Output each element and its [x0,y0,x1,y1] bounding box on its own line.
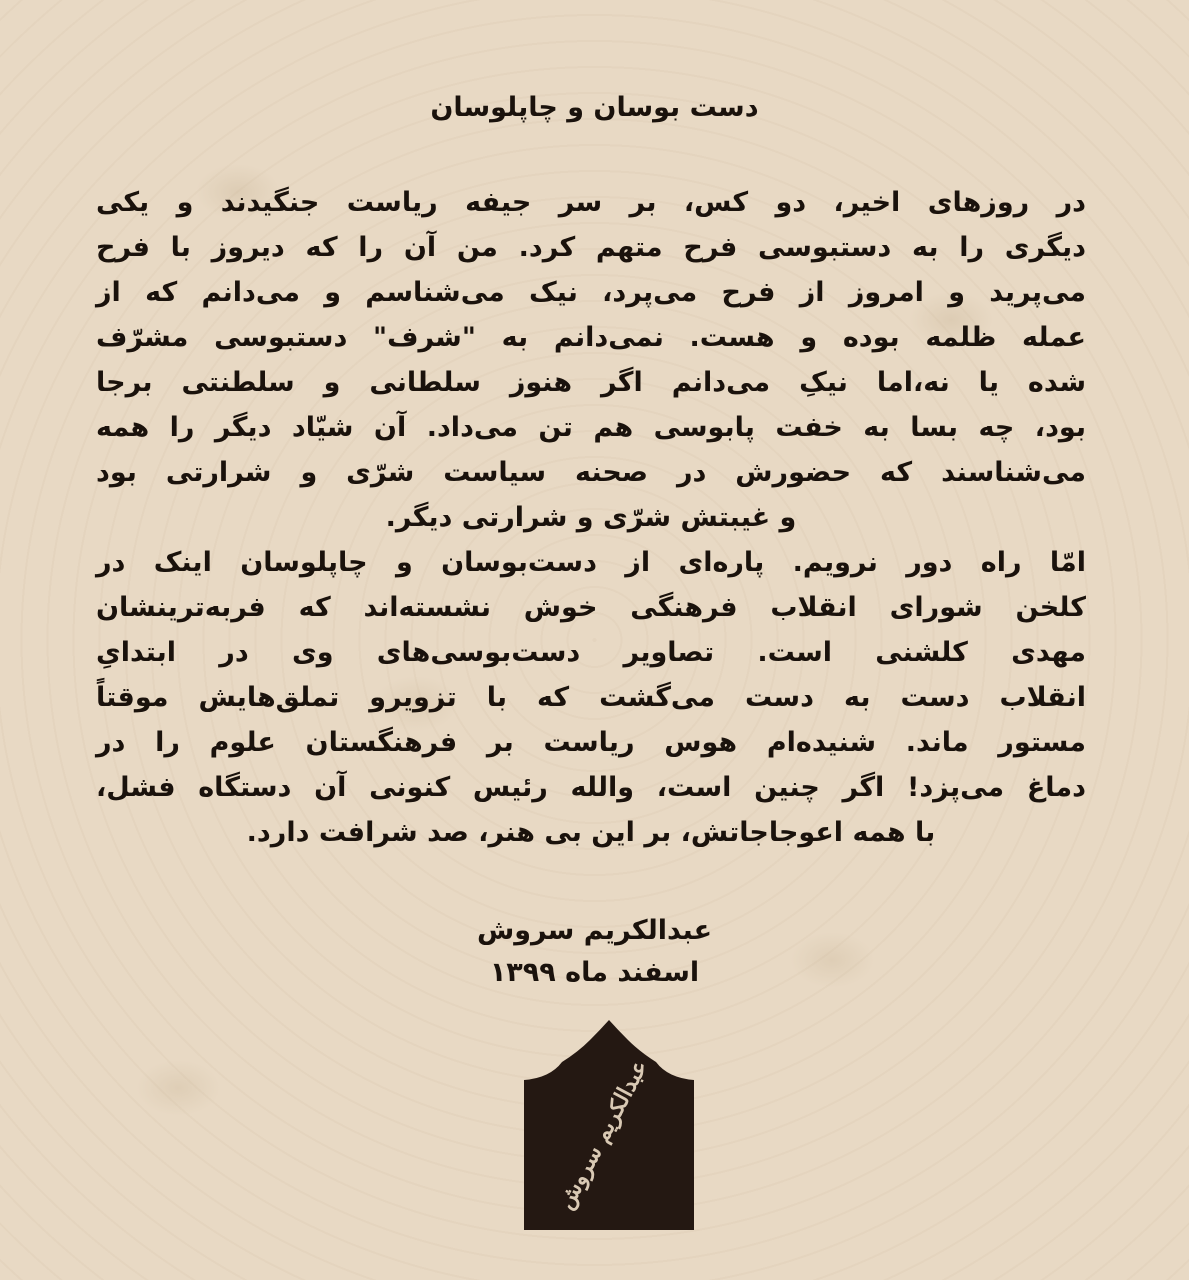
document-body [96,180,1086,855]
logo-calligraphy-text: عبدالکریم سروش [552,1055,654,1214]
body-line: انقلاب دست به دست می‌گشت که با تزویرو تملق‌هایش موقتاً [96,682,1086,713]
body-line: شده یا نه،اما نیکِ می‌دانم اگر هنوز سلطانی و سلطنتی برجا [96,367,1086,398]
body-line: دیگری را به دستبوسی فرح متهم کرد. من آن را که دیروز با فرح [96,232,1086,263]
body-line: در روزهای اخیر، دو کس، بر سر جیفه ریاست جنگیدند و یکی [96,187,1086,218]
body-line: و غیبتش شرّی و شرارتی دیگر. [385,502,797,533]
body-line: مهدی کلشنی است. تصاویر دست‌بوسی‌های وی در ابتدایِ [96,637,1086,668]
signature-block [0,910,1189,994]
body-line: بود، چه بسا به خفت پابوسی هم تن می‌داد. آن شیّاد دیگر را همه [96,412,1086,443]
body-line: دماغ می‌پزد! اگر چنین است، والله رئیس کنونی آن دستگاه فشل، [96,772,1086,803]
body-line: عمله ظلمه بوده و هست. نمی‌دانم به "شرف" دستبوسی مشرّف [96,322,1086,353]
body-line: می‌شناسند که حضورش در صحنه سیاست شرّی و شرارتی بود [96,457,1086,488]
body-line: مستور ماند. شنیده‌ام هوس ریاست بر فرهنگستان علوم را در [96,727,1086,758]
document-title: دست بوسان و چاپلوسان [430,92,759,123]
body-line: می‌پرید و امروز از فرح می‌پرد، نیک می‌شناسم و می‌دانم که از [96,277,1086,308]
calligraphy-logo-icon [520,1018,698,1230]
signature-date: اسفند ماه ۱۳۹۹ [489,957,700,988]
body-line: امّا راه دور نرویم. پاره‌ای از دست‌بوسان و چاپلوسان اینک در [96,547,1086,578]
signature-name: عبدالکریم سروش [476,915,713,946]
calligraphy-logo [520,1018,698,1230]
body-line: کلخن شورای انقلاب فرهنگی خوش نشسته‌اند که فربه‌ترینشان [96,592,1086,623]
body-line: با همه اعوجاجاتش، بر این بی هنر، صد شرافت دارد. [246,817,936,848]
